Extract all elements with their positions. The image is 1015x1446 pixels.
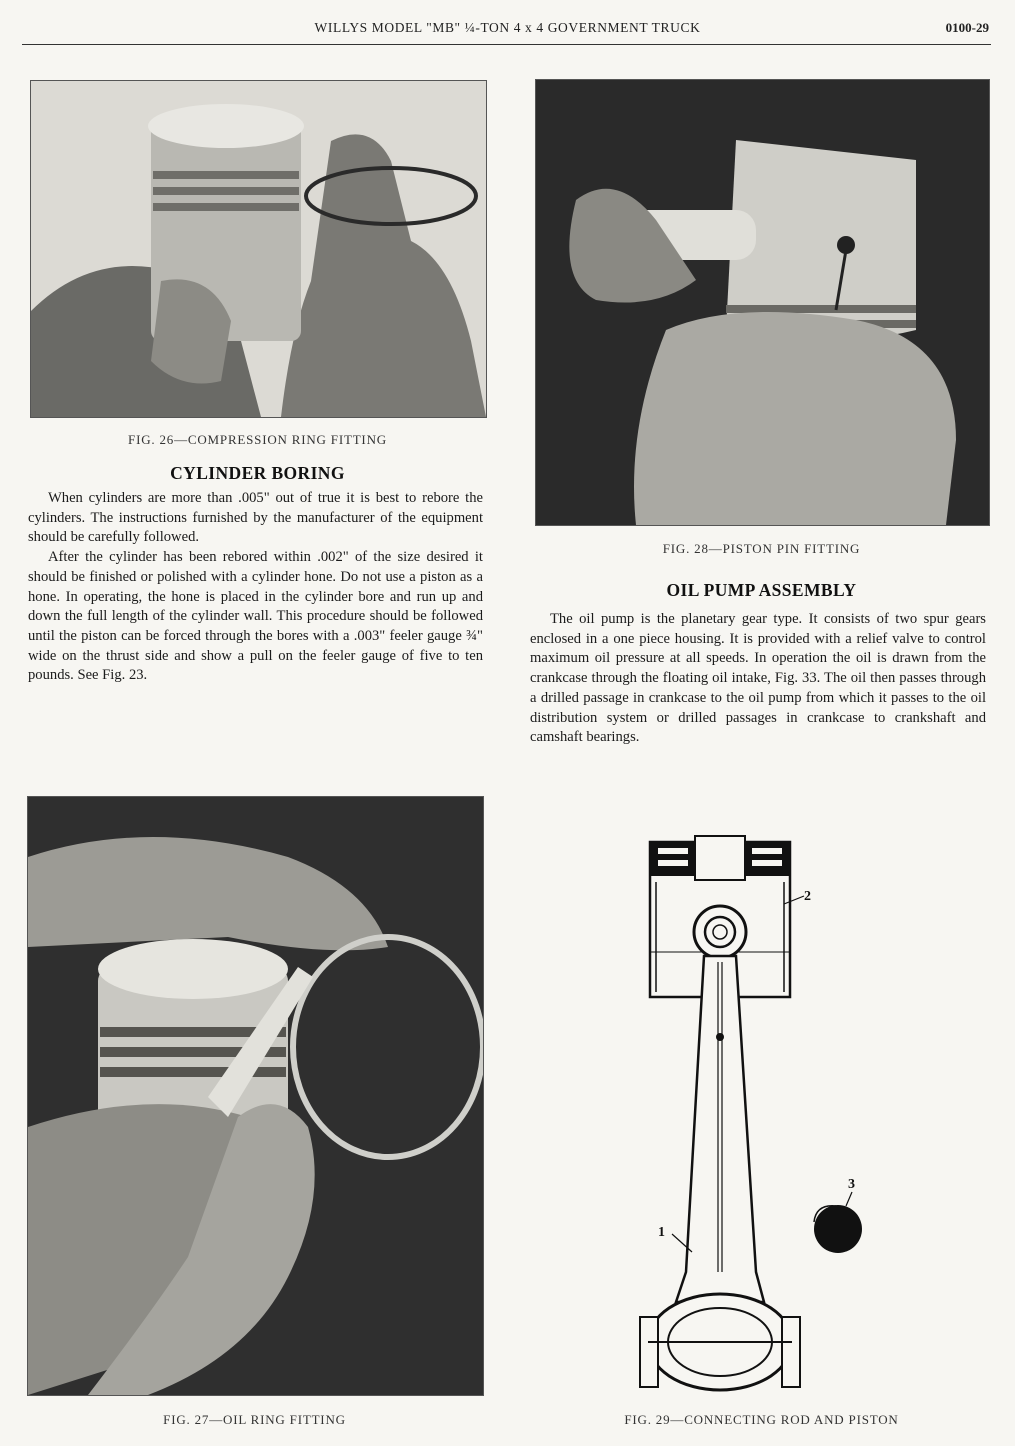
fig28-photo (535, 79, 990, 526)
oil-pump-assembly-heading: OIL PUMP ASSEMBLY (666, 580, 857, 600)
page-number: 0100-29 (945, 20, 989, 35)
running-header: WILLYS MODEL "MB" ¼-TON 4 x 4 GOVERNMENT TRUCK (314, 20, 701, 35)
callout-3: 3 (848, 1177, 855, 1192)
cylinder-boring-text (28, 489, 483, 686)
fig27-photo (27, 796, 484, 1396)
fig29-diagram (600, 832, 900, 1402)
header-rule (22, 44, 991, 45)
fig29-caption: FIG. 29—CONNECTING ROD AND PISTON (624, 1412, 899, 1427)
fig26-photo (30, 80, 487, 418)
oil-pump-assembly-text (530, 610, 986, 748)
fig26-caption: FIG. 26—COMPRESSION RING FITTING (128, 432, 387, 447)
oil-pump-paragraph-1: The oil pump is the planetary gear type. It consists of two spur gears enclosed in a one piece housing. It is provided with a relief valve to control maximum oil pressure at all speeds. In operation the oil is drawn from the crankcase through the floating oil intake, Fig. 33. The oil then passes through a drilled passage in crankcase to the oil pump from which it passes to the oil distribution system or drilled passages in crankcase to crankshaft and camshaft bearings. (530, 611, 986, 746)
cylinder-boring-paragraph-2: After the cylinder has been rebored within .002" of the size desired it should be finished or polished with a cylinder hone. Do not use a piston as a hone. In operating, the hone is placed in the cylinder bore and run up and down the full length of the cylinder wall. This procedure should be followed until the piston can be forced through the bores with a .003" feeler gauge ¾" wide on the thrust side and show a pull on the feeler gauge of five to ten pounds. See Fig. 23. (28, 549, 483, 684)
oil-hole-detail (814, 1205, 862, 1253)
callout-2: 2 (804, 889, 811, 904)
fig28-caption: FIG. 28—PISTON PIN FITTING (662, 541, 861, 556)
callout-1: 1 (658, 1225, 665, 1240)
piston-pin-boss (694, 906, 746, 958)
cylinder-boring-heading: CYLINDER BORING (170, 463, 345, 483)
fig27-caption: FIG. 27—OIL RING FITTING (163, 1412, 346, 1427)
cylinder-boring-paragraph-1: When cylinders are more than .005" out of true it is best to rebore the cylinders. The instructions furnished by the manufacturer of the equipment should be carefully followed. (28, 490, 483, 546)
